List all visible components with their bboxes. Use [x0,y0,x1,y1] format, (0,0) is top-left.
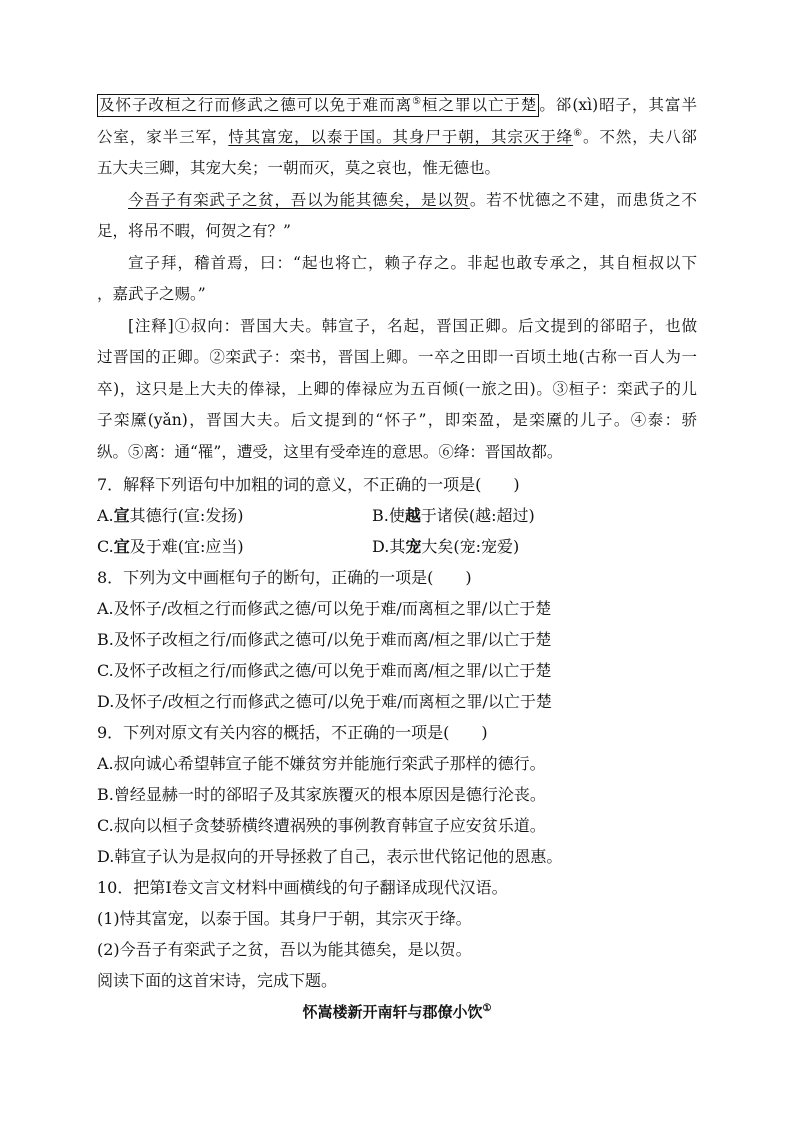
bold-word: 越 [404,505,421,525]
bold-word: 宜 [113,536,130,556]
question-7-options-row-1 [97,500,717,531]
option-prefix: D.其 [372,536,406,556]
question-8-option-d: D.及怀子/改桓之行而修武之德可/以免于难/而离桓之罪/以亡于楚 [97,691,552,711]
underlined-sentence-1: 恃其富宠，以泰于国。其身尸于朝，其宗灭于绛 [228,127,574,146]
question-8-option-a: A.及怀子/改桓之行而修武之德/可以免于难/而离桓之罪/以亡于楚 [97,598,552,618]
passage [97,90,697,468]
question-8-option-b: B.及怀子改桓之行/而修武之德可/以免于难而离/桓之罪/以亡于楚 [97,629,552,649]
question-9-option-d: D.韩宣子认为是叔向的开导拯救了自己，表示世代铭记他的恩惠。 [97,846,563,866]
boxed-text-part1: 及怀子改桓之行而修武之德可以免于难而离 [99,96,413,114]
poem-title-text: 怀嵩楼新开南轩与郡僚小饮 [302,1003,483,1021]
question-9-option-c: C.叔向以桓子贪婪骄横终遭祸殃的事例教育韩宣子应安贫乐道。 [97,815,546,835]
question-10-item-1: (1)恃其富宠，以泰于国。其身尸于朝，其宗灭于绛。 [97,908,472,928]
option-text: 其德行(宣:发扬) [129,505,244,525]
question-9-option-a: A.叔向诚心希望韩宣子能不嫌贫穷并能施行栾武子那样的德行。 [97,753,546,773]
note-marker-1: ① [482,1003,492,1014]
boxed-sentence [97,94,539,117]
passage-text: 。郤(xì)昭子，其富半 [539,96,697,114]
option-prefix: A. [97,505,114,525]
question-10-stem: 10．把第Ⅰ卷文言文材料中画横线的句子翻译成现代汉语。 [97,877,508,897]
passage-line-5: 足，将吊不暇，何贺之有？” [97,222,291,240]
passage-line-4 [97,185,697,217]
reading-instruction: 阅读下面的这首宋诗，完成下题。 [97,970,338,990]
question-7-option-a [97,500,372,531]
passage-line-2 [97,122,697,154]
passage-line-7: ，嘉武子之赐。” [97,285,206,303]
notes-line-1: [注释]①叔向：晋国大夫。韩宣子，名起，晋国正卿。后文提到的郤昭子，也做 [128,316,697,335]
question-10-item-2: (2)今吾子有栾武子之贫，吾以为能其德矣，是以贺。 [97,939,472,959]
bold-word: 宣 [113,505,130,525]
question-9-stem: 9．下列对原文有关内容的概括，不正确的一项是( ) [97,722,488,742]
passage-line-3: 五大夫三卿，其宠大矣；一朝而灭，莫之哀也，惟无德也。 [97,159,501,177]
notes-line-4: 子栾黡(yǎn)，晋国大夫。后文提到的“怀子”，即栾盈，是栾黡的儿子。④泰：骄 [97,411,697,429]
question-9-option-b: B.曾经显赫一时的郤昭子及其家族覆灭的根本原因是德行沦丧。 [97,784,546,804]
question-7-option-b [372,500,535,531]
question-8-option-c: C.及怀子改桓之行/而修武之德/可以免于难而离/桓之罪/以亡于楚 [97,660,552,680]
question-7-options-row-2 [97,531,717,562]
notes-line-3: 卒)，这只是上大夫的俸禄，上卿的俸禄应为五百倾(一旅之田)。③桓子：栾武子的儿 [97,379,697,398]
bold-word: 宠 [405,536,422,556]
passage-text: 。不然，夫八郤 [582,127,697,146]
option-prefix: C. [97,536,114,556]
option-text: 于诸侯(越:超过) [420,505,535,525]
poem-title [0,998,794,1026]
question-7-option-c [97,531,372,562]
option-prefix: B.使 [372,505,405,525]
passage-text: 公室，家半三军， [97,127,229,146]
question-8-stem: 8．下列为文中画框句子的断句，正确的一项是( ) [97,567,472,587]
passage-line-1 [97,90,697,122]
boxed-text-part2: 桓之罪以亡于楚 [422,96,538,114]
option-text: 及于难(宜:应当) [129,536,244,556]
question-7-option-d [372,531,519,562]
option-text: 大矣(宠:宠爱) [421,536,520,556]
notes-line-2: 过晋国的正卿。②栾武子：栾书，晋国上卿。一卒之田即一百顷土地(古称一百人为一 [97,348,697,366]
question-7-stem: 7．解释下列语句中加粗的词的意义，不正确的一项是( ) [97,474,520,494]
passage-text: 。若不忧德之不建，而患货之不 [469,190,697,209]
notes-line-5: 纵。⑤离：通“罹”，遭受，这里有受牵连的意思。⑥绛：晋国故都。 [97,442,563,461]
underlined-sentence-2: 今吾子有栾武子之贫，吾以为能其德矣，是以贺 [128,190,470,209]
passage-line-6: 宣子拜，稽首焉，曰：“起也将亡，赖子存之。非起也敢专承之，其自桓叔以下 [128,253,697,272]
note-marker-5: ⑤ [412,95,423,107]
note-marker-6: ⑥ [573,127,583,139]
questions [97,469,717,996]
